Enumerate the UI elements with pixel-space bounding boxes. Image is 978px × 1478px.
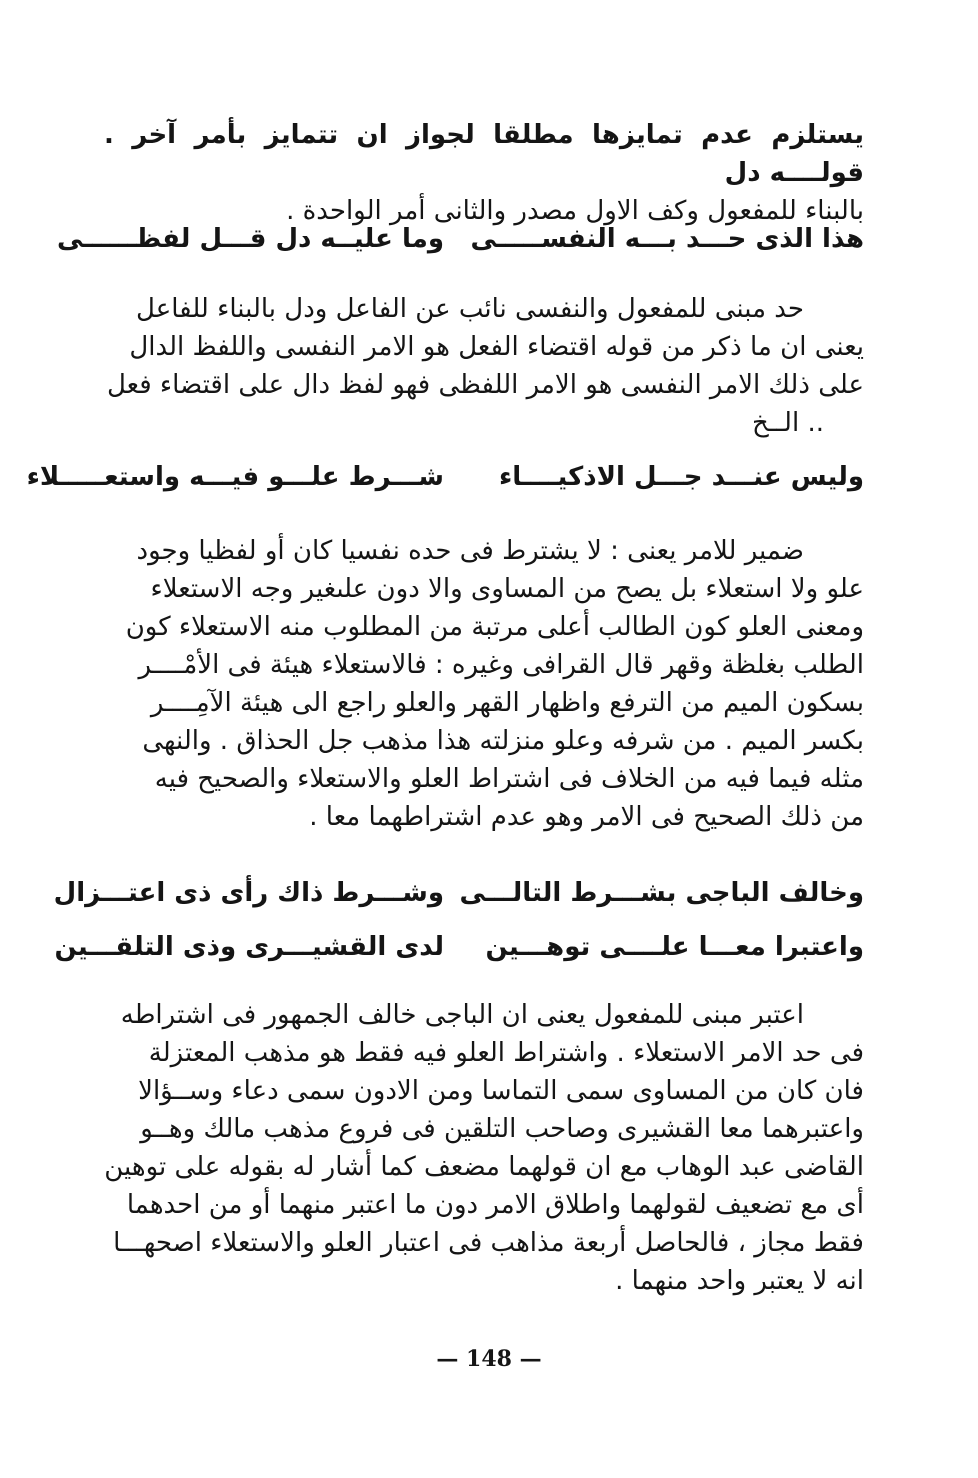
verse-line-2 bbox=[26, 462, 864, 502]
text-line: فى حد الامر الاستعلاء . واشتراط العلو فيه فقط هو مذهب المعتزلة bbox=[148, 1038, 864, 1068]
text-line: فقط مجاز ، فالحاصل أربعة مذاهب فى اعتبار العلو والاستعلاء اصحهـــا bbox=[113, 1228, 864, 1258]
text-line: أى مع تضعيف لقولهما واطلاق الامر دون ما اعتبر منهما أو من احدهما bbox=[126, 1190, 864, 1220]
text-line: يعنى ان ما ذكر من قوله اقتضاء الفعل هو الامر النفسى واللفظ الدال bbox=[129, 332, 864, 362]
verse-second-hemistich: لدى القشيـــرى وذى التلقـــين bbox=[54, 932, 444, 962]
text-line: اعتبر مبنى للمفعول يعنى ان الباجى خالف الجمهور فى اشتراطه bbox=[120, 1000, 804, 1030]
text-line: القاضى عبد الوهاب مع ان قولهما مضعف كما أشار له بقوله على توهين bbox=[104, 1152, 864, 1182]
paragraph-3 bbox=[104, 532, 864, 836]
text-line: الطلب بغلظة وقهر قال القرافى وغيره : فالاستعلاء هيئة فى الأمْــــر bbox=[138, 650, 864, 680]
text-line: ضمير للامر يعنى : لا يشترط فى حده نفسيا كان أو لفظيا وجود bbox=[136, 536, 804, 566]
verse-first-hemistich: وليس عنـــد جـــل الاذكيــــاء bbox=[498, 462, 864, 492]
text-line: واعتبرهما معا القشيرى وصاحب التلقين فى فروع مذهب مالك وهــو bbox=[140, 1114, 864, 1144]
verse-second-hemistich: وما عليــه دل قـــل لفظــــــى bbox=[57, 224, 444, 254]
text-line: .. الــخ bbox=[752, 408, 824, 438]
verse-second-hemistich: شـــرط علـــو فيـــه واستعـــــلاء bbox=[26, 462, 444, 492]
text-line: يستلزم عدم تمايزها مطلقا لجواز ان تتمايز بأمر آخر . قولــــه دل bbox=[104, 120, 864, 188]
verse-first-hemistich: هذا الذى حـــد بـــه النفســـــى bbox=[470, 224, 864, 254]
verse-first-hemistich: وخالف الباجى بشـــرط التالـــى bbox=[459, 878, 864, 908]
paragraph-1 bbox=[104, 116, 864, 230]
text-line: مثله فيما فيه من الخلاف فى اشتراط العلو والاستعلاء والصحيح فيه bbox=[154, 764, 864, 794]
verse-second-hemistich: وشـــرط ذاك رأى ذى اعتـــزال bbox=[53, 878, 444, 908]
paragraph-4 bbox=[104, 996, 864, 1300]
text-line: على ذلك الامر النفسى هو الامر اللفظى فهو لفظ دال على اقتضاء فعل bbox=[106, 370, 864, 400]
verse-line-3 bbox=[53, 878, 864, 918]
text-line: فان كان من المساوى سمى التماسا ومن الادون سمى دعاء وســؤالا bbox=[138, 1076, 864, 1106]
text-line: علو ولا استعلاء بل يصح من المساوى والا دون علىغير وجه الاستعلاء bbox=[150, 574, 864, 604]
text-line: من ذلك الصحيح فى الامر وهو عدم اشتراطهما معا . bbox=[309, 802, 864, 832]
verse-line-1 bbox=[57, 224, 864, 264]
verse-line-4 bbox=[54, 932, 864, 972]
text-line: ومعنى العلو كون الطالب أعلى مرتبة من المطلوب منه الاستعلاء كون bbox=[125, 612, 864, 642]
text-line: انه لا يعتبر واحد منهما . bbox=[615, 1266, 864, 1296]
text-line: حد مبنى للمفعول والنفسى نائب عن الفاعل ودل بالبناء للفاعل bbox=[136, 294, 804, 324]
paragraph-2 bbox=[104, 290, 864, 442]
text-line: بسكون الميم من الترفع واظهار القهر والعلو راجع الى هيئة الآمِــــر bbox=[150, 688, 864, 718]
verse-first-hemistich: واعتبرا معـــا علــــى توهـــين bbox=[485, 932, 864, 962]
text-line: بالبناء للمفعول وكف الاول مصدر والثانى أمر الواحدة . bbox=[286, 196, 864, 226]
text-line: بكسر الميم . من شرفه وعلو منزلته هذا مذهب جل الحذاق . والنهى bbox=[142, 726, 864, 756]
page-number: — 148 — bbox=[436, 1346, 542, 1372]
